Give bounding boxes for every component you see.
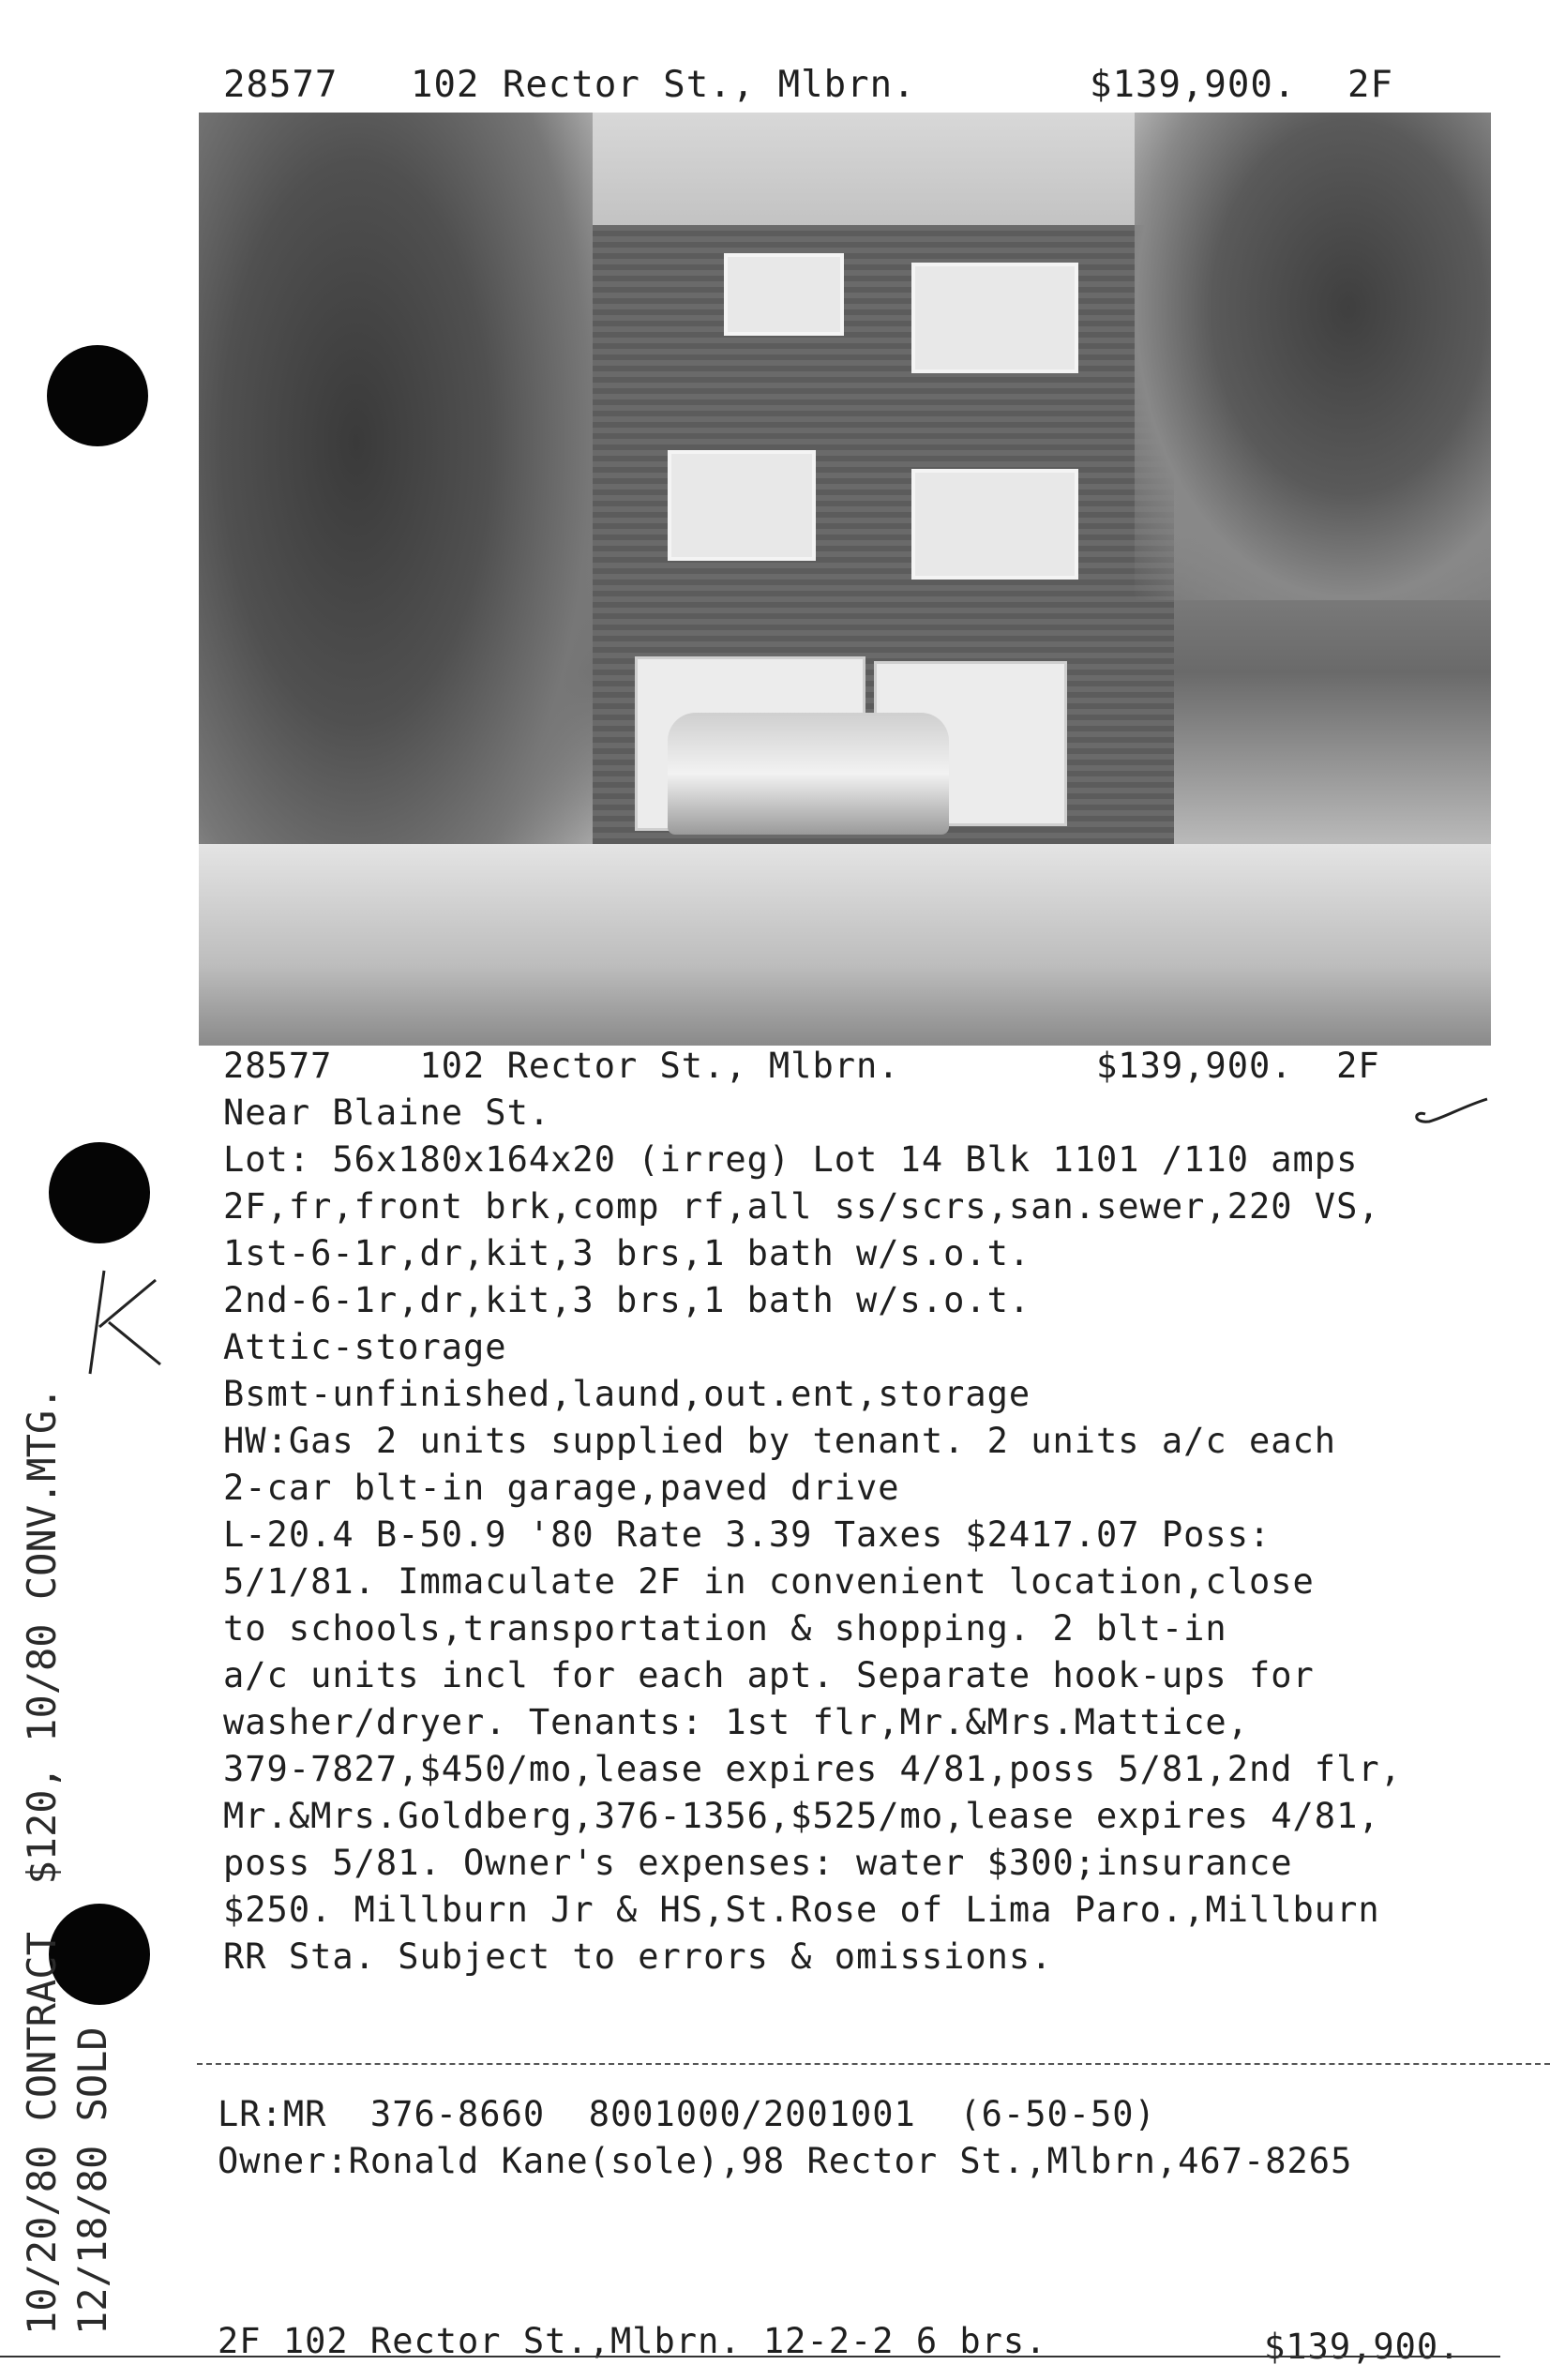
detail-line: 1st-6-1r,dr,kit,3 brs,1 bath w/s.o.t. bbox=[223, 1233, 1031, 1273]
handwritten-k-mark bbox=[62, 1261, 165, 1383]
punch-hole-middle bbox=[49, 1142, 150, 1243]
header-price: $139,900. bbox=[1090, 64, 1297, 106]
detail-line: Bsmt-unfinished,laund,out.ent,storage bbox=[223, 1374, 1031, 1414]
detail-line: Mr.&Mrs.Goldberg,376-1356,$525/mo,lease expires 4/81, bbox=[223, 1796, 1380, 1836]
detail-line: $250. Millburn Jr & HS,St.Rose of Lima Paro.,Millburn bbox=[223, 1890, 1380, 1930]
detail-line: washer/dryer. Tenants: 1st flr,Mr.&Mrs.Mattice, bbox=[223, 1702, 1249, 1742]
driveway bbox=[199, 844, 1491, 1046]
detail-line: Attic-storage bbox=[223, 1327, 507, 1367]
details-heading: 28577 102 Rector St., Mlbrn. $139,900. 2F bbox=[223, 1046, 1380, 1086]
parked-car bbox=[668, 713, 949, 835]
punch-hole-top bbox=[47, 345, 148, 446]
detail-line: 5/1/81. Immaculate 2F in convenient location,close bbox=[223, 1561, 1315, 1602]
bottom-summary: 2F 102 Rector St.,Mlbrn. 12-2-2 6 brs. bbox=[218, 2321, 1047, 2361]
bottom-price: $139,900. bbox=[1264, 2327, 1461, 2367]
divider bbox=[197, 2063, 1550, 2065]
property-photo bbox=[199, 113, 1491, 1046]
detail-line: RR Sta. Subject to errors & omissions. bbox=[223, 1936, 1053, 1977]
detail-line: Lot: 56x180x164x20 (irreg) Lot 14 Blk 1101 /110 amps bbox=[223, 1139, 1359, 1180]
detail-line: to schools,transportation & shopping. 2 blt-in bbox=[223, 1608, 1227, 1649]
detail-line: poss 5/81. Owner's expenses: water $300;insurance bbox=[223, 1843, 1293, 1883]
window bbox=[911, 263, 1078, 373]
side-note-sold: 12/18/80 SOLD bbox=[69, 2026, 115, 2335]
detail-line: a/c units incl for each apt. Separate hook-ups for bbox=[223, 1655, 1315, 1695]
detail-line: HW:Gas 2 units supplied by tenant. 2 units a/c each bbox=[223, 1421, 1337, 1461]
detail-line: 2-car blt-in garage,paved drive bbox=[223, 1468, 900, 1508]
trees-left bbox=[199, 113, 593, 938]
detail-line: 2nd-6-1r,dr,kit,3 brs,1 bath w/s.o.t. bbox=[223, 1280, 1031, 1320]
detail-line: 379-7827,$450/mo,lease expires 4/81,poss 5/81,2nd flr, bbox=[223, 1749, 1402, 1789]
check-mark-icon bbox=[1407, 1097, 1491, 1135]
window bbox=[668, 450, 816, 561]
lr-info: LR:MR 376-8660 8001000/2001001 (6-50-50) bbox=[218, 2094, 1156, 2134]
detail-line: L-20.4 B-50.9 '80 Rate 3.39 Taxes $2417.07 Poss: bbox=[223, 1514, 1272, 1555]
side-note-contract: 10/20/80 CONTRACT $120, 10/80 CONV.MTG. bbox=[19, 1386, 65, 2335]
window bbox=[911, 469, 1078, 580]
header-address: 102 Rector St., Mlbrn. bbox=[411, 64, 916, 106]
header-listing-number: 28577 bbox=[223, 64, 339, 106]
owner-info: Owner:Ronald Kane(sole),98 Rector St.,Mlbrn,467-8265 bbox=[218, 2141, 1353, 2181]
detail-line: 2F,fr,front brk,comp rf,all ss/scrs,san.sewer,220 VS, bbox=[223, 1186, 1380, 1227]
bottom-rule bbox=[0, 2356, 1500, 2357]
detail-line: Near Blaine St. bbox=[223, 1092, 551, 1133]
trees-right bbox=[1135, 113, 1491, 600]
window bbox=[724, 253, 844, 336]
header-type: 2F bbox=[1347, 64, 1393, 106]
